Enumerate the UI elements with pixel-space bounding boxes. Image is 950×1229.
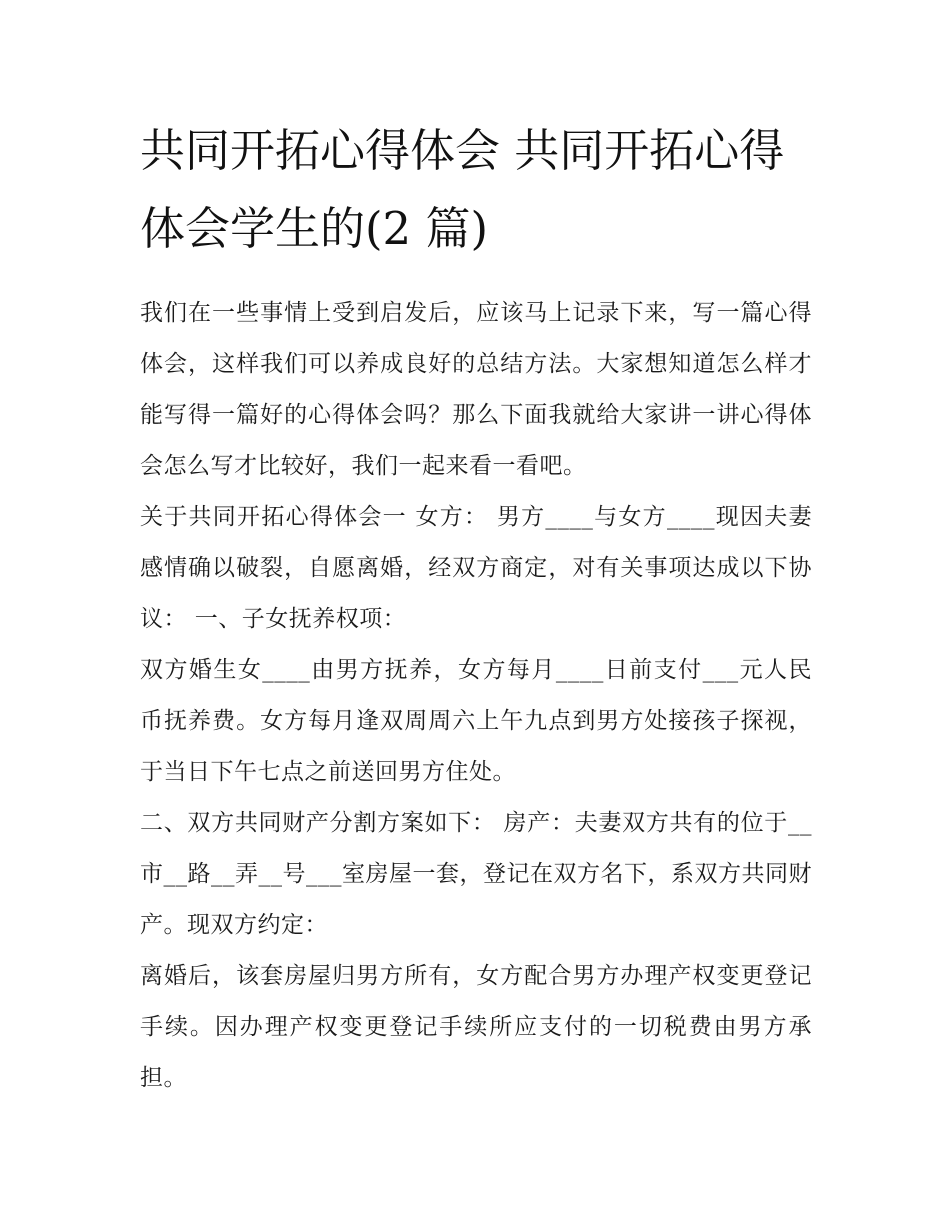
document-title: 共同开拓心得体会 共同开拓心得体会学生的(2 篇)	[140, 124, 785, 255]
paragraph-child-custody: 双方婚生女____由男方抚养，女方每月____日前支付___元人民币抚养费。女方每月逢双周周六上午九点到男方处接孩子探视，于当日下午七点之前送回男方住处。	[140, 657, 812, 785]
paragraph-property-division: 二、双方共同财产分割方案如下： 房产：夫妻双方共有的位于__市__路__弄__号___室房屋一套，登记在双方名下，系双方共同财产。现双方约定：	[140, 810, 812, 938]
paragraph-house-ownership: 离婚后，该套房屋归男方所有，女方配合男方办理产权变更登记手续。因办理产权变更登记手续所应支付的一切税费由男方承担。	[140, 963, 812, 1091]
paragraph-intro: 我们在一些事情上受到启发后，应该马上记录下来，写一篇心得体会，这样我们可以养成良好的总结方法。大家想知道怎么样才能写得一篇好的心得体会吗？那么下面我就给大家讲一讲心得体会怎么写才比较好，我们一起来看一看吧。	[140, 300, 812, 479]
document-body	[140, 112, 812, 1104]
paragraph-agreement-intro: 关于共同开拓心得体会一 女方： 男方____与女方____现因夫妻感情确以破裂，自愿离婚，经双方商定，对有关事项达成以下协议： 一、子女抚养权项：	[140, 504, 812, 632]
